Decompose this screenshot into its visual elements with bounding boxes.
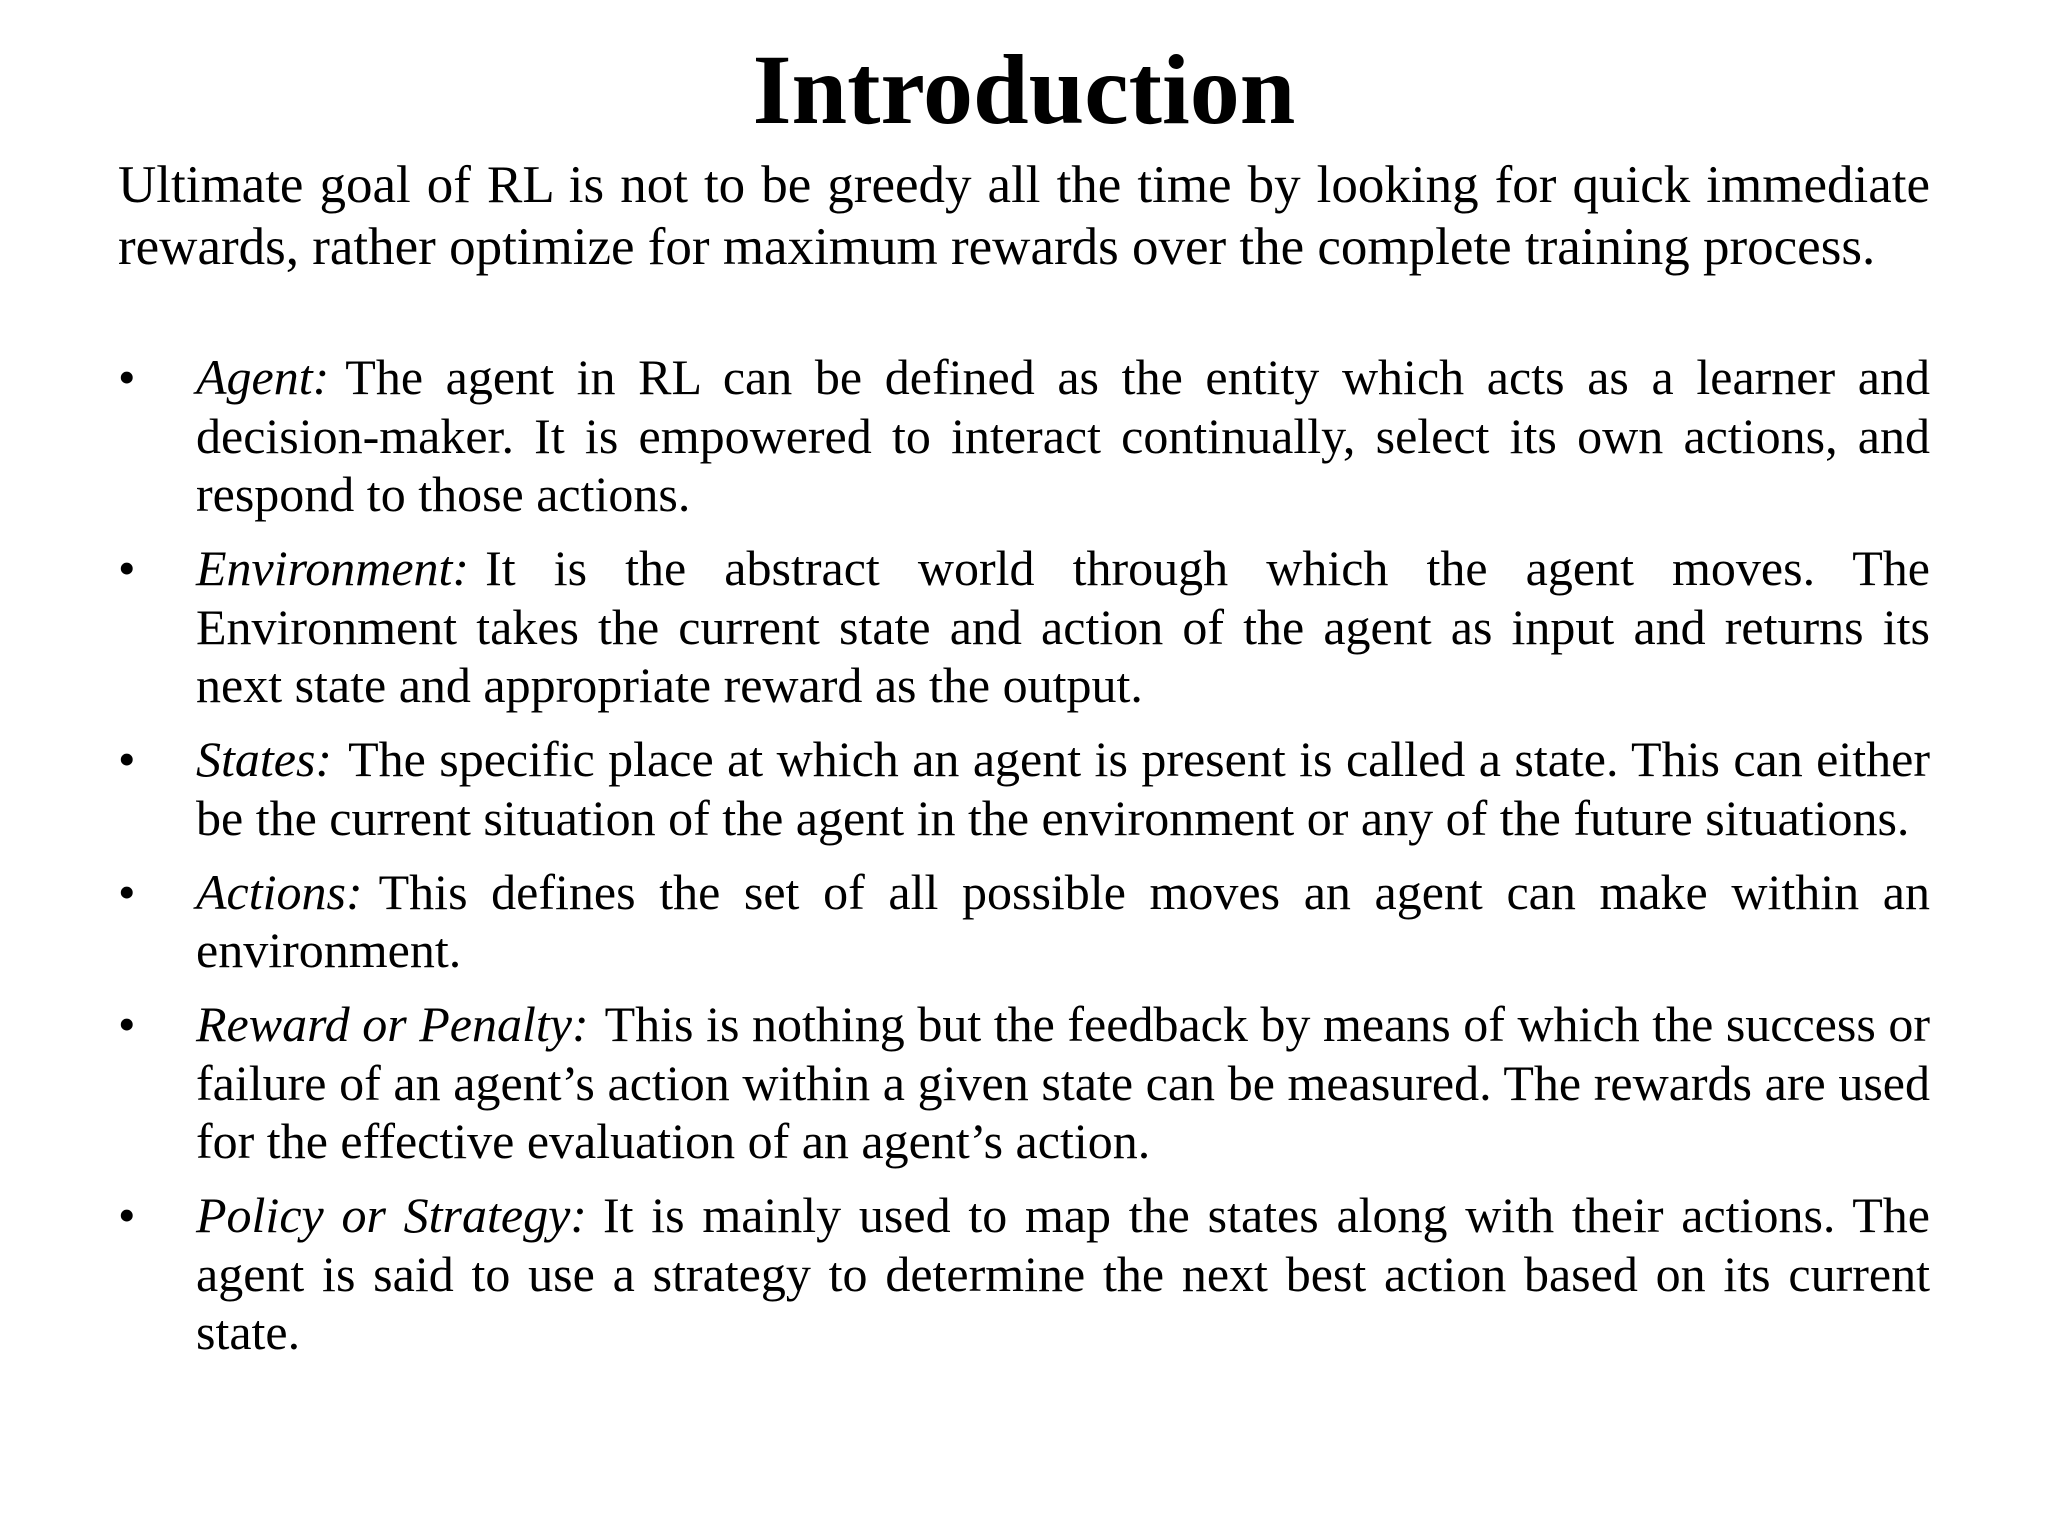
bullet-text: It is the abstract world through which the agent moves. The Environment takes the current state and action of the agent as input and returns its next state and appropriate reward as the output. [196,540,1930,713]
bullet-text: This is nothing but the feedback by means of which the success or failure of an agent’s action within a given state can be measured. The rewards are used for the effective evaluation of an agent’s action. [196,996,1930,1169]
bullet-item-reward [118,995,1930,1171]
bullet-item-states [118,730,1930,847]
bullet-term: Reward or Penalty: [196,996,589,1052]
bullet-text: The agent in RL can be defined as the entity which acts as a learner and decision-maker. It is empowered to interact continually, select its own actions, and respond to those actions. [196,349,1930,522]
bullet-icon: • [118,863,136,920]
bullet-icon: • [118,1187,136,1243]
bullet-term: Policy or Strategy: [196,1187,587,1243]
bullet-item-actions [118,863,1930,980]
bullet-icon: • [118,540,136,596]
bullet-text: This defines the set of all possible moves an agent can make within an environment. [196,863,1930,978]
bullet-icon: • [118,996,136,1052]
bullet-icon: • [118,731,136,787]
bullet-term: States: [196,731,333,787]
intro-paragraph: Ultimate goal of RL is not to be greedy all the time by looking for quick immediate rewards, rather optimize for maximum rewards over the complete training process. [118,156,1930,276]
bullet-item-environment [118,539,1930,715]
bullet-item-policy [118,1186,1930,1362]
bullet-term: Actions: [196,863,363,920]
bullet-term: Agent: [196,349,330,405]
bullet-icon: • [118,349,136,405]
bullet-text: It is mainly used to map the states along with their actions. The agent is said to use a strategy to determine the next best action based on its current state. [196,1187,1930,1360]
page-title: Introduction [752,34,1296,145]
bullet-item-agent [118,348,1930,524]
bullet-list [118,348,1930,1377]
bullet-term: Environment: [196,540,470,596]
bullet-text: The specific place at which an agent is present is called a state. This can either be the current situation of the agent in the environment or any of the future situations. [196,731,1930,846]
